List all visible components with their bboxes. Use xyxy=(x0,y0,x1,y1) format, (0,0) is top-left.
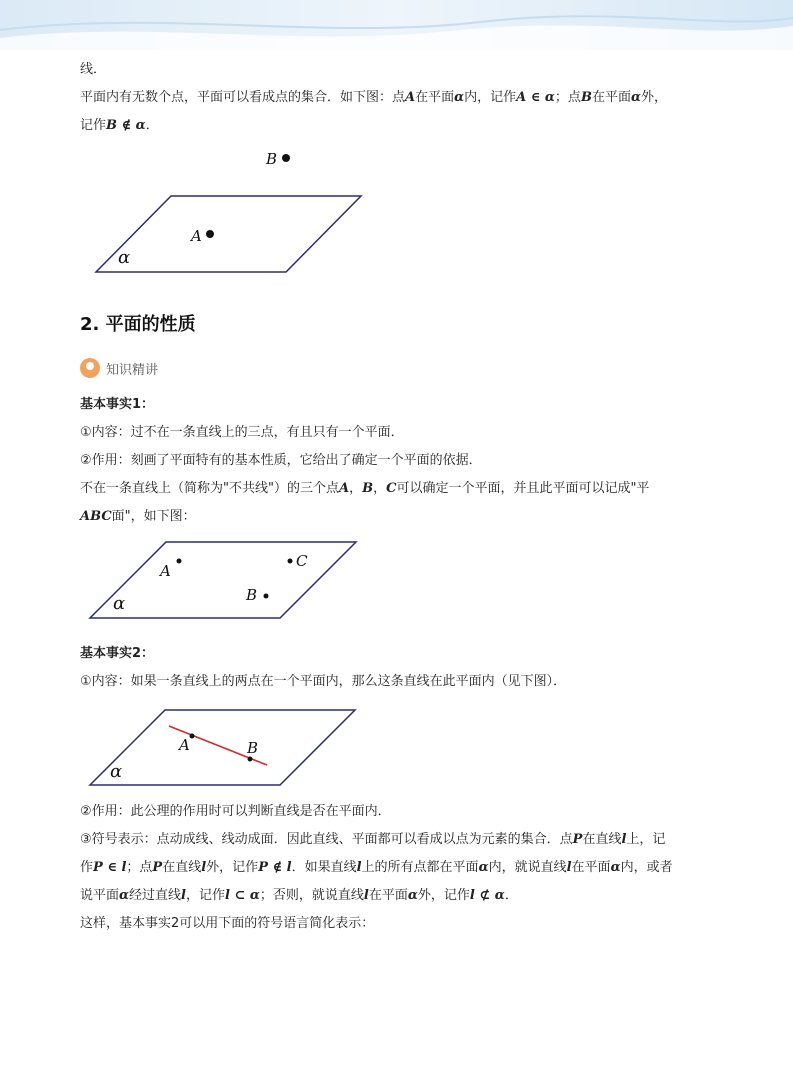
math-A-in-alpha: A ∈ α xyxy=(516,90,555,105)
fact2-symbol-line2: 作P ∈ l；点P在直线l外，记作P ∉ l．如果直线l上的所有点都在平面α内，就说直线l在平面α内，或者 xyxy=(80,860,673,875)
point-A xyxy=(190,734,195,739)
label-B: B xyxy=(246,586,258,604)
label-B: B xyxy=(247,739,259,757)
label-alpha: α xyxy=(110,761,123,782)
point-B xyxy=(264,594,269,599)
fact1-content: ①内容：过不在一条直线上的三点，有且只有一个平面． xyxy=(80,425,404,440)
label-A: A xyxy=(191,227,202,245)
math-B-notin-alpha: B ∉ α xyxy=(106,118,146,133)
label-alpha: α xyxy=(113,593,126,614)
lightbulb-icon xyxy=(80,358,100,378)
knowledge-tip-label: 知识精讲 xyxy=(106,363,159,378)
fact2-symbol-line1: ③符号表示：点动成线、线动成面．因此直线、平面都可以看成以点为元素的集合．点P在直线l上，记 xyxy=(80,832,666,847)
text-line: 线． xyxy=(80,62,107,77)
label-A: A xyxy=(179,736,190,754)
fact2-summary: 这样，基本事实2可以用下面的符号语言简化表示： xyxy=(80,916,375,931)
fact1-use: ②作用：刻画了平面特有的基本性质，它给出了确定一个平面的依据． xyxy=(80,453,482,468)
point-in-plane-paragraph: 平面内有无数个点，平面可以看成点的集合．如下图：点A在平面α内，记作A ∈ α；点B在平面α外， xyxy=(80,90,667,105)
label-A: A xyxy=(160,562,171,580)
point-B xyxy=(248,757,253,762)
fact1-heading: 基本事实1： xyxy=(80,397,155,412)
label-alpha: α xyxy=(118,247,131,268)
point-A xyxy=(206,230,214,238)
fact1-description: 不在一条直线上（简称为"不共线"）的三个点A，B，C可以确定一个平面，并且此平面可以记成"平 xyxy=(80,481,650,496)
fact1-description-cont: ABC面"，如下图： xyxy=(80,509,196,524)
fact2-content: ①内容：如果一条直线上的两点在一个平面内，那么这条直线在此平面内（见下图）． xyxy=(80,674,567,689)
plane-parallelogram xyxy=(96,196,361,272)
plane-parallelogram xyxy=(90,542,356,618)
plane-figure-line-AB xyxy=(85,705,365,790)
fact2-use: ②作用：此公理的作用时可以判断直线是否在平面内． xyxy=(80,804,391,819)
plane-figure-points-ABC xyxy=(85,537,365,622)
header-wave-banner xyxy=(0,0,793,50)
fact2-symbol-line3: 说平面α经过直线l，记作l ⊂ α；否则，就说直线l在平面α外，记作l ⊄ α． xyxy=(80,888,518,903)
fact2-heading: 基本事实2： xyxy=(80,646,155,661)
point-B xyxy=(282,154,290,162)
section-title: 2. 平面的性质 xyxy=(80,314,196,335)
label-C: C xyxy=(296,552,308,570)
point-C xyxy=(288,559,293,564)
plane-figure-points-A-B xyxy=(90,145,370,280)
label-B: B xyxy=(266,150,278,168)
point-A xyxy=(177,559,182,564)
text-line: 记作B ∉ α． xyxy=(80,118,159,133)
